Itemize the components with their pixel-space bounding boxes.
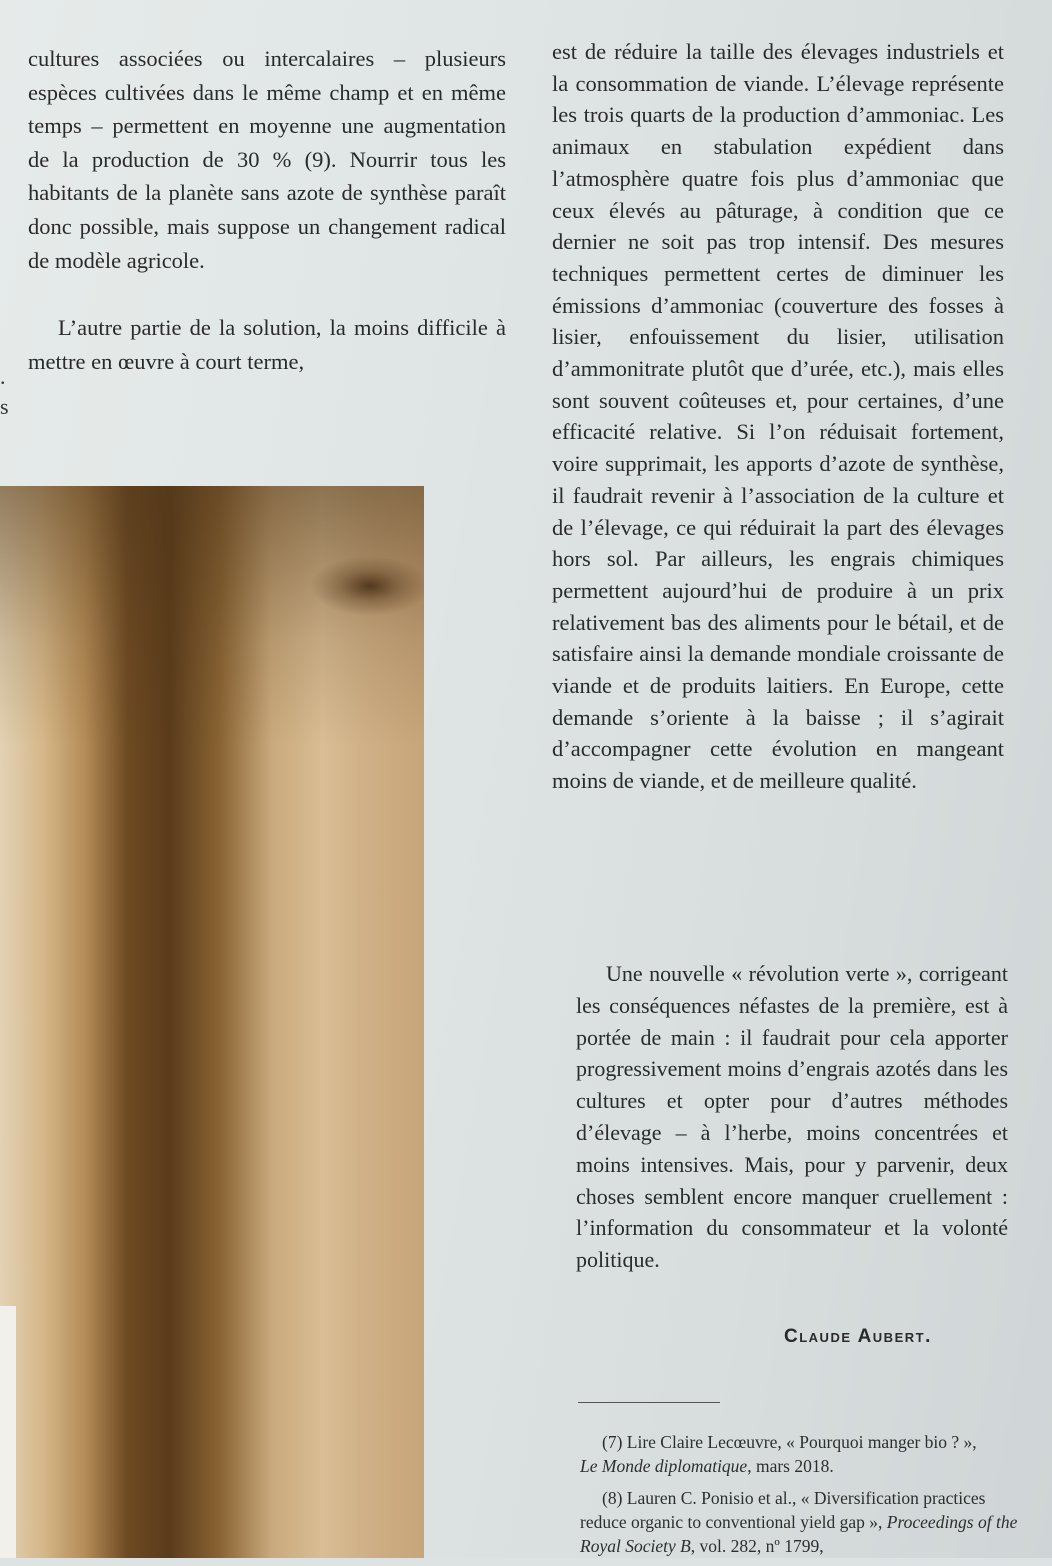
footnote-source: Proceedings of the Royal Society B xyxy=(580,1512,1018,1556)
footnote-text: (8) Lauren C. Ponisio et al., « Diversification practices reduce organic to conventional yield gap », xyxy=(580,1488,986,1532)
footnote-date: , mars 2018. xyxy=(747,1456,834,1476)
photo-shadow xyxy=(0,486,424,746)
right-column-closing xyxy=(576,958,1008,1276)
left-paragraph: L’autre partie de la solution, la moins difficile à mettre en œuvre à court terme, xyxy=(28,315,506,374)
photo-edge xyxy=(0,1306,16,1558)
footnote-tail: , vol. 282, nº 1799, xyxy=(690,1536,824,1556)
footnote-7 xyxy=(580,1430,1020,1478)
right-column xyxy=(552,36,1004,797)
margin-mark: . xyxy=(0,364,6,389)
footnote-text: (7) Lire Claire Lecœuvre, « Pourquoi manger bio ? », xyxy=(602,1432,977,1452)
author-signature: Claude Aubert. xyxy=(784,1326,932,1347)
footnote-source: Le Monde diplomatique xyxy=(580,1456,748,1476)
margin-marks xyxy=(0,362,9,422)
left-column xyxy=(28,42,506,378)
footnote-8 xyxy=(580,1486,1020,1558)
footnotes xyxy=(580,1430,1020,1566)
right-paragraph: est de réduire la taille des élevages industriels et la consommation de viande. L’élevage représente les trois quarts de la production d’ammoniac. Les animaux en stabulation expédient dans l’atmosphère quatre fois plus d’ammoniac que ceux élevés au pâturage, à condition que ce dernier ne soit pas trop intensif. Des mesures techniques permettent certes de diminuer les émissions d’ammoniac (couverture des fosses à lisier, enfouissement du lisier, utilisation d’ammonitrate plutôt que d’urée, etc.), mais elles sont souvent coûteuses et, pour certaines, d’une efficacité relative. Si l’on réduisait fortement, voire supprimait, les apports d’azote de synthèse, il faudrait revenir à l’association de la culture et de l’élevage, ce qui réduirait la part des élevages hors sol. Par ailleurs, les engrais chimiques permettent aujourd’hui de produire à un prix relativement bas des aliments pour le bétail, et de satisfaire ainsi la demande mondiale croissante de viande et de produits laitiers. En Europe, cette demande s’oriente à la baisse ; il s’agirait d’accompagner cette évolution en mangeant moins de viande, et de meilleure qualité. xyxy=(552,39,1004,794)
right-paragraph: Une nouvelle « révolution verte », corrigeant les conséquences néfastes de la première, est à portée de main : il faudrait pour cela apporter progressivement moins d’engrais azotés dans les cultures et opter pour d’autres méthodes d’élevage – à l’herbe, moins concentrées et moins intensives. Mais, pour y parvenir, deux choses semblent encore manquer cruellement : l’information du consommateur et la volonté politique. xyxy=(576,961,1008,1273)
left-paragraph: cultures associées ou intercalaires – plusieurs espèces cultivées dans le même champ et en même temps – permettent en moyenne une augmentation de la production de 30 % (9). Nourrir tous les habitants de la planète sans azote de synthèse paraît donc possible, mais suppose un changement radical de modèle agricole. xyxy=(28,46,506,273)
margin-mark: s xyxy=(0,394,9,419)
sepia-photograph xyxy=(0,486,424,1558)
footnote-divider xyxy=(578,1402,720,1403)
